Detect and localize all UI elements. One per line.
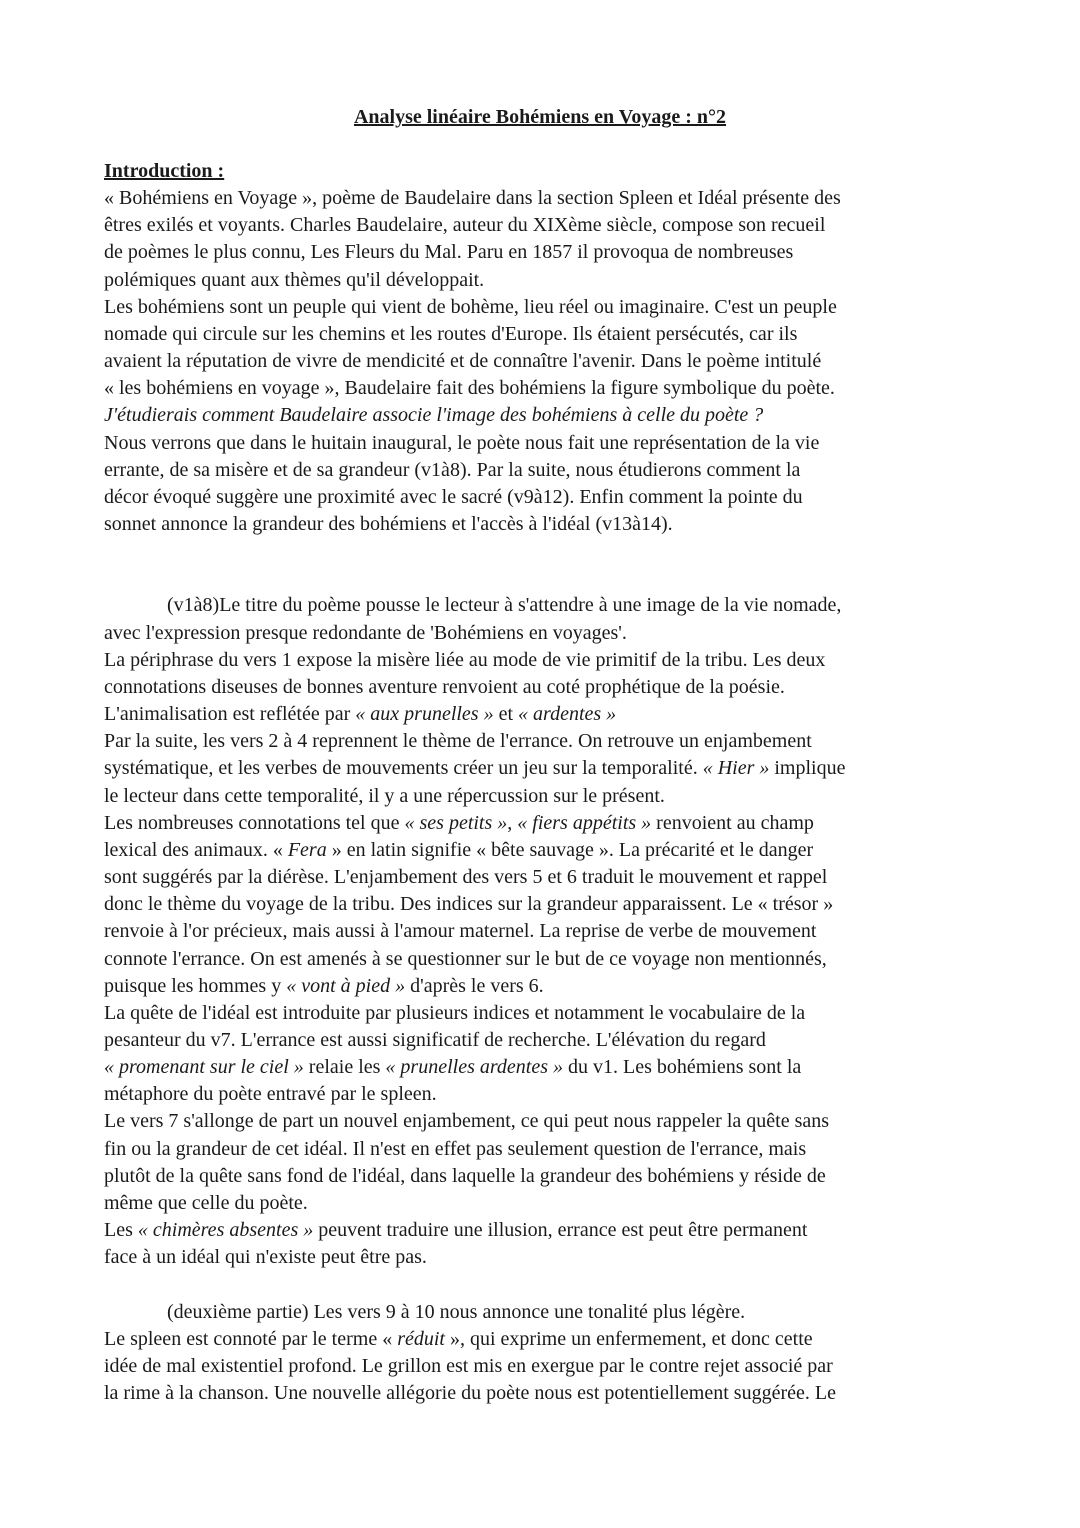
part1-line: La quête de l'idéal est introduite par plusieurs indices et notamment le vocabulaire de la [104, 1001, 806, 1024]
quote-run: « prunelles ardentes » [385, 1056, 563, 1079]
quote-run: « ses petits » [404, 811, 508, 834]
quote-run: « chimères absentes » [137, 1219, 314, 1242]
quote-run: réduit [397, 1327, 445, 1350]
part1-line [104, 701, 994, 728]
plan-line: errante, de sa misère et de sa grandeur (v1à8). Par la suite, nous étudierons comment la [104, 458, 801, 481]
part2-line: (deuxième partie) Les vers 9 à 10 nous annonce une tonalité plus légère. [167, 1300, 746, 1323]
plan-line: décor évoqué suggère une proximité avec le sacré (v9à12). Enfin comment la pointe du [104, 485, 803, 508]
text-run: systématique, et les verbes de mouvements créer un jeu sur la temporalité. [104, 757, 703, 780]
part1-line: connote l'errance. On est amenés à se questionner sur le but de ce voyage non mentionnés, [104, 947, 827, 970]
quote-run: « fiers appétits » [517, 811, 652, 834]
intro-line: avaient la réputation de vivre de mendicité et de connaître l'avenir. Dans le poème intitulé [104, 350, 822, 373]
text-run: Les [104, 1219, 138, 1242]
text-run: L'animalisation est reflétée par [104, 703, 356, 726]
intro-heading: Introduction : [104, 160, 225, 182]
part1-line: plutôt de la quête sans fond de l'idéal, dans laquelle la grandeur des bohémiens y réside de [104, 1164, 826, 1187]
text-run: , [507, 811, 518, 834]
text-run: peuvent traduire une illusion, errance est peut être permanent [313, 1219, 808, 1242]
quote-run: « vont à pied » [286, 974, 406, 997]
part1-line: sont suggérés par la diérèse. L'enjambement des vers 5 et 6 traduit le mouvement et rappel [104, 866, 828, 889]
part1-line: donc le thème du voyage de la tribu. Des indices sur la grandeur apparaissent. Le « trésor » [104, 893, 834, 916]
part2-line: idée de mal existentiel profond. Le grillon est mis en exergue par le contre rejet associé par [104, 1354, 833, 1377]
text-run: et [493, 703, 519, 726]
text-run: implique [769, 757, 846, 780]
document-body [104, 158, 994, 1407]
text-run: puisque les hommes y [104, 974, 287, 997]
quote-run: « Hier » [702, 757, 770, 780]
spacer [104, 1271, 994, 1298]
part2-line [104, 1326, 994, 1353]
intro-line: êtres exilés et voyants. Charles Baudelaire, auteur du XIXème siècle, compose son recueil [104, 214, 826, 237]
part2-line: la rime à la chanson. Une nouvelle allégorie du poète nous est potentiellement suggérée. Le [104, 1382, 836, 1404]
quote-run: « ardentes » [518, 703, 617, 726]
text-run: Les nombreuses connotations tel que [104, 811, 405, 834]
intro-line: de poèmes le plus connu, Les Fleurs du Mal. Paru en 1857 il provoqua de nombreuses [104, 241, 794, 264]
text-run: relaie les [303, 1056, 386, 1079]
text-run: d'après le vers 6. [405, 974, 544, 997]
part1-line [104, 755, 994, 782]
part1-line [104, 973, 994, 1000]
part1-line: même que celle du poète. [104, 1191, 308, 1214]
part1-line: métaphore du poète entravé par le spleen. [104, 1083, 437, 1106]
part1-line [104, 1217, 994, 1244]
problematique: J'étudierais comment Baudelaire associe l'image des bohémiens à celle du poète ? [104, 404, 764, 427]
text-run: Le spleen est connoté par le terme « [104, 1327, 398, 1350]
part1-line: connotations diseuses de bonnes aventure renvoient au coté prophétique de la poésie. [104, 675, 785, 698]
part1-line: La périphrase du vers 1 expose la misère liée au mode de vie primitif de la tribu. Les deux [104, 648, 826, 671]
plan-line: sonnet annonce la grandeur des bohémiens et l'accès à l'idéal (v13à14). [104, 513, 673, 536]
plan-line: Nous verrons que dans le huitain inaugural, le poète nous fait une représentation de la vie [104, 431, 820, 454]
intro-line: polémiques quant aux thèmes qu'il développait. [104, 268, 485, 291]
part1-line: fin ou la grandeur de cet idéal. Il n'est en effet pas seulement question de l'errance, mais [104, 1137, 807, 1160]
text-run: » en latin signifie « bête sauvage ». La précarité et le danger [326, 838, 814, 861]
quote-run: Fera [287, 838, 327, 861]
text-run: », qui exprime un enfermement, et donc cette [445, 1327, 813, 1350]
part1-line [104, 837, 994, 864]
intro-line: nomade qui circule sur les chemins et les routes d'Europe. Ils étaient persécutés, car ils [104, 322, 798, 345]
text-run: du v1. Les bohémiens sont la [563, 1056, 802, 1079]
quote-run: « promenant sur le ciel » [104, 1056, 304, 1079]
part1-line: renvoie à l'or précieux, mais aussi à l'amour maternel. La reprise de verbe de mouvement [104, 920, 817, 943]
text-run: renvoient au champ [651, 811, 814, 834]
intro-line: « les bohémiens en voyage », Baudelaire fait des bohémiens la figure symbolique du poète. [104, 377, 835, 400]
intro-line: « Bohémiens en Voyage », poème de Baudelaire dans la section Spleen et Idéal présente des [104, 187, 841, 210]
part1-line [104, 810, 994, 837]
text-run: lexical des animaux. « [104, 838, 288, 861]
part1-line: face à un idéal qui n'existe peut être pas. [104, 1246, 427, 1269]
document-title: Analyse linéaire Bohémiens en Voyage : n°2 [353, 106, 727, 128]
part1-line: avec l'expression presque redondante de 'Bohémiens en voyages'. [104, 621, 627, 644]
part1-line: le lecteur dans cette temporalité, il y a une répercussion sur le présent. [104, 784, 665, 807]
part1-line: pesanteur du v7. L'errance est aussi significatif de recherche. L'élévation du regard [104, 1028, 766, 1051]
spacer [104, 538, 994, 592]
part1-line [104, 1054, 994, 1081]
part1-line: Le vers 7 s'allonge de part un nouvel enjambement, ce qui peut nous rappeler la quête sans [104, 1110, 830, 1133]
part1-line: Par la suite, les vers 2 à 4 reprennent le thème de l'errance. On retrouve un enjambement [104, 730, 812, 753]
part1-line: (v1à8)Le titre du poème pousse le lecteur à s'attendre à une image de la vie nomade, [167, 594, 842, 617]
quote-run: « aux prunelles » [355, 703, 494, 726]
intro-line: Les bohémiens sont un peuple qui vient de bohème, lieu réel ou imaginaire. C'est un peuple [104, 295, 837, 318]
